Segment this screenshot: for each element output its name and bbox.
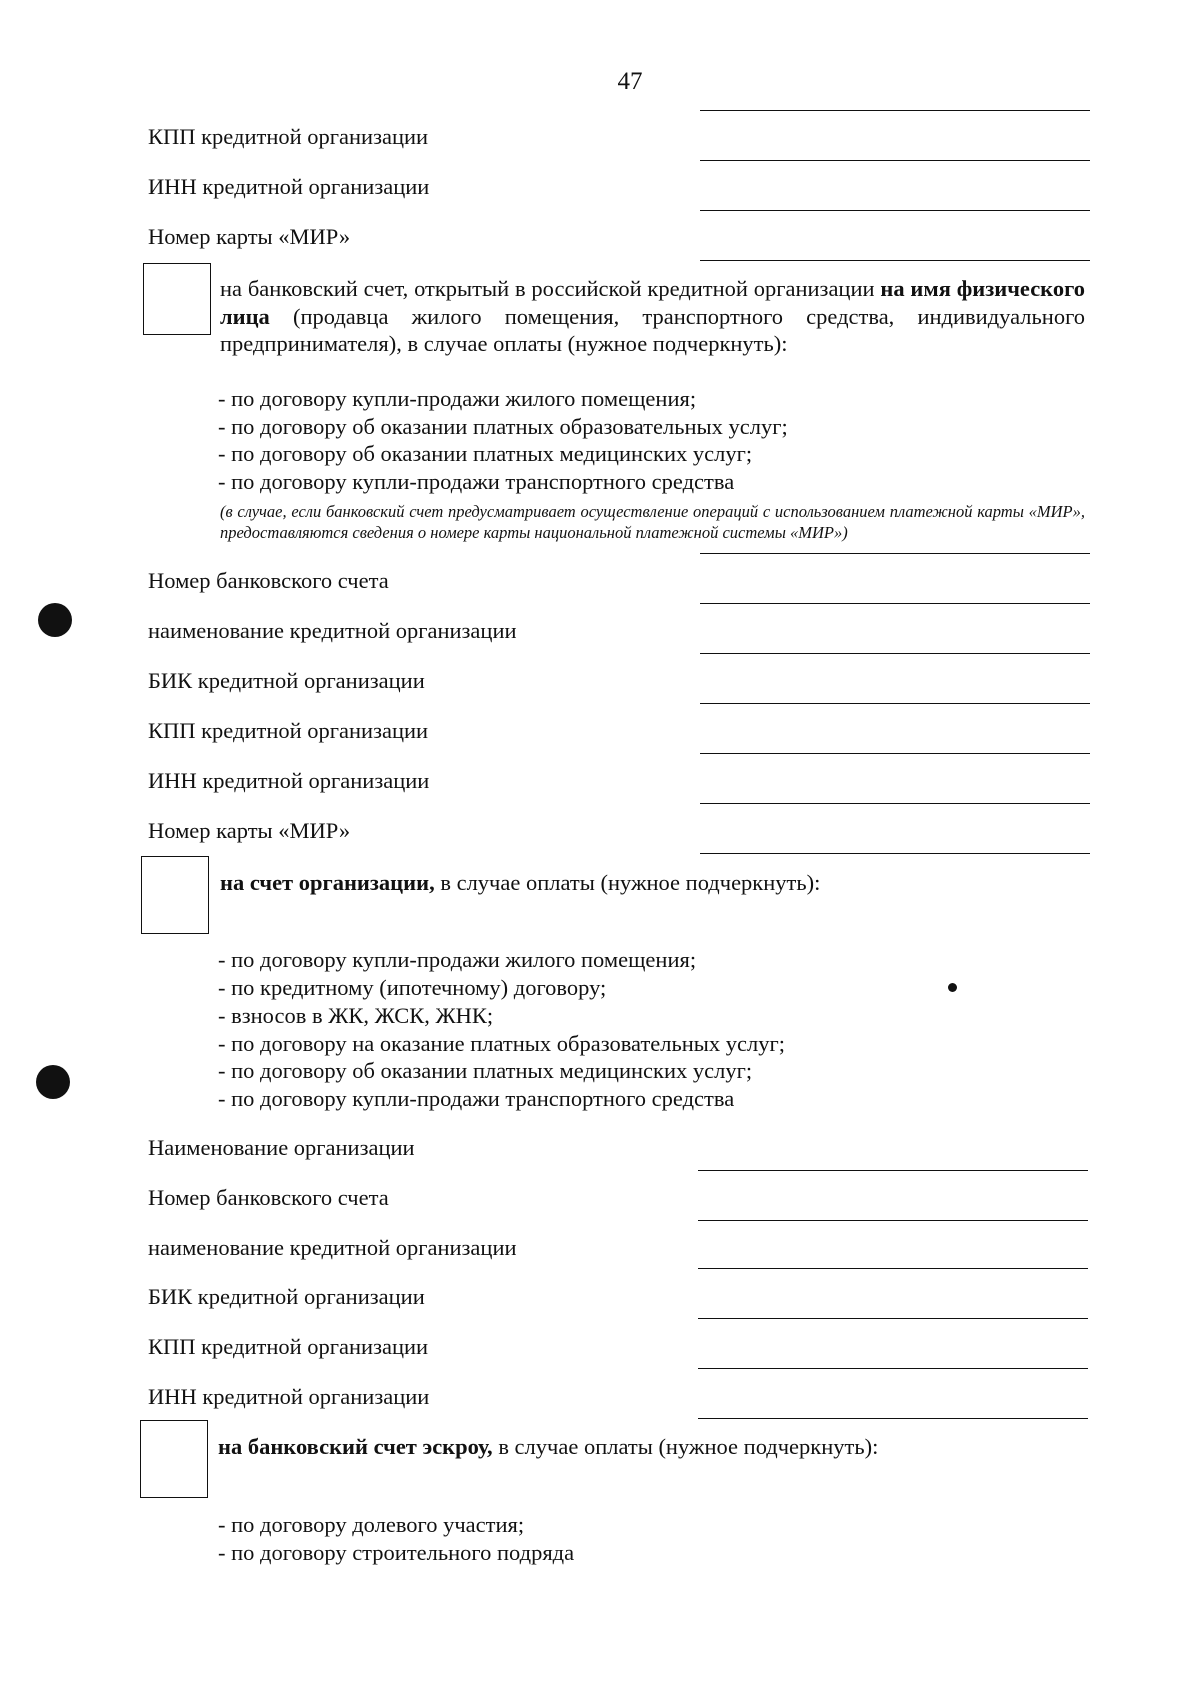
fill-line[interactable] <box>700 753 1090 754</box>
binder-hole-mark <box>38 603 72 637</box>
list-item: - по договору долевого участия; <box>218 1512 525 1537</box>
field-label: БИК кредитной организации <box>148 1284 425 1309</box>
text-fragment: в случае оплаты (нужное подчеркнуть): <box>434 870 821 895</box>
fill-line[interactable] <box>698 1318 1088 1319</box>
fill-line[interactable] <box>700 803 1090 804</box>
page-number: 47 <box>617 68 643 95</box>
scan-speck <box>948 983 957 992</box>
text-fragment-bold: на имя физического лица <box>220 276 1085 329</box>
list-item: - по договору об оказании платных медицинских услуг; <box>218 441 753 466</box>
fill-line[interactable] <box>700 553 1090 554</box>
list-item: - взносов в ЖК, ЖСК, ЖНК; <box>218 1003 494 1028</box>
escrow-account-text <box>218 1433 1083 1461</box>
field-label: Номер карты «МИР» <box>148 818 351 843</box>
field-label: ИНН кредитной организации <box>148 174 430 199</box>
fill-line[interactable] <box>700 853 1090 854</box>
fill-line[interactable] <box>700 160 1090 161</box>
text-fragment: (продавца жилого помещения, транспортного средства, индивидуального предпринимателя), в случае оплаты (нужное подчеркнуть): <box>220 303 1085 356</box>
text-fragment: в случае оплаты (нужное подчеркнуть): <box>492 1434 879 1459</box>
fill-line[interactable] <box>700 703 1090 704</box>
field-label: КПП кредитной организации <box>148 124 429 149</box>
field-label: наименование кредитной организации <box>148 1235 517 1260</box>
list-item: - по договору на оказание платных образовательных услуг; <box>218 1031 785 1056</box>
binder-hole-mark <box>36 1065 70 1099</box>
list-item: - по договору строительного подряда <box>218 1540 575 1565</box>
list-item: - по договору об оказании платных медицинских услуг; <box>218 1058 753 1083</box>
field-label: КПП кредитной организации <box>148 1334 429 1359</box>
text-fragment: на банковский счет, открытый в российской кредитной организации <box>220 276 881 301</box>
list-item: - по договору купли-продажи жилого помещения; <box>218 386 697 411</box>
field-label: Номер банковского счета <box>148 568 389 593</box>
fill-line[interactable] <box>700 110 1090 111</box>
fill-line[interactable] <box>698 1268 1088 1269</box>
fill-line[interactable] <box>700 260 1090 261</box>
organization-account-checkbox[interactable] <box>141 856 209 934</box>
field-label: Номер карты «МИР» <box>148 224 351 249</box>
field-label: Наименование организации <box>148 1135 415 1160</box>
individual-account-text <box>220 275 1085 358</box>
list-item: - по договору купли-продажи транспортного средства <box>218 469 735 494</box>
fill-line[interactable] <box>698 1170 1088 1171</box>
field-label: ИНН кредитной организации <box>148 1384 430 1409</box>
list-item: - по договору купли-продажи транспортного средства <box>218 1086 735 1111</box>
fill-line[interactable] <box>698 1368 1088 1369</box>
field-label: Номер банковского счета <box>148 1185 389 1210</box>
fill-line[interactable] <box>700 210 1090 211</box>
field-label: ИНН кредитной организации <box>148 768 430 793</box>
escrow-account-checkbox[interactable] <box>140 1420 208 1498</box>
field-label: БИК кредитной организации <box>148 668 425 693</box>
fill-line[interactable] <box>700 603 1090 604</box>
individual-account-checkbox[interactable] <box>143 263 211 335</box>
list-item: - по договору об оказании платных образовательных услуг; <box>218 414 788 439</box>
text-fragment-bold: на счет организации, <box>220 870 435 895</box>
text-fragment-bold: на банковский счет эскроу, <box>218 1434 493 1459</box>
fill-line[interactable] <box>698 1220 1088 1221</box>
list-item: - по договору купли-продажи жилого помещения; <box>218 947 697 972</box>
fill-line[interactable] <box>700 653 1090 654</box>
mir-card-note: (в случае, если банковский счет предусматривает осуществление операций с использованием платежной карты «МИР», предоставляются сведения о номере карты национальной платежной системы «МИР») <box>220 502 1085 542</box>
field-label: наименование кредитной организации <box>148 618 517 643</box>
fill-line[interactable] <box>698 1418 1088 1419</box>
field-label: КПП кредитной организации <box>148 718 429 743</box>
organization-account-text <box>220 869 1085 897</box>
list-item: - по кредитному (ипотечному) договору; <box>218 975 607 1000</box>
